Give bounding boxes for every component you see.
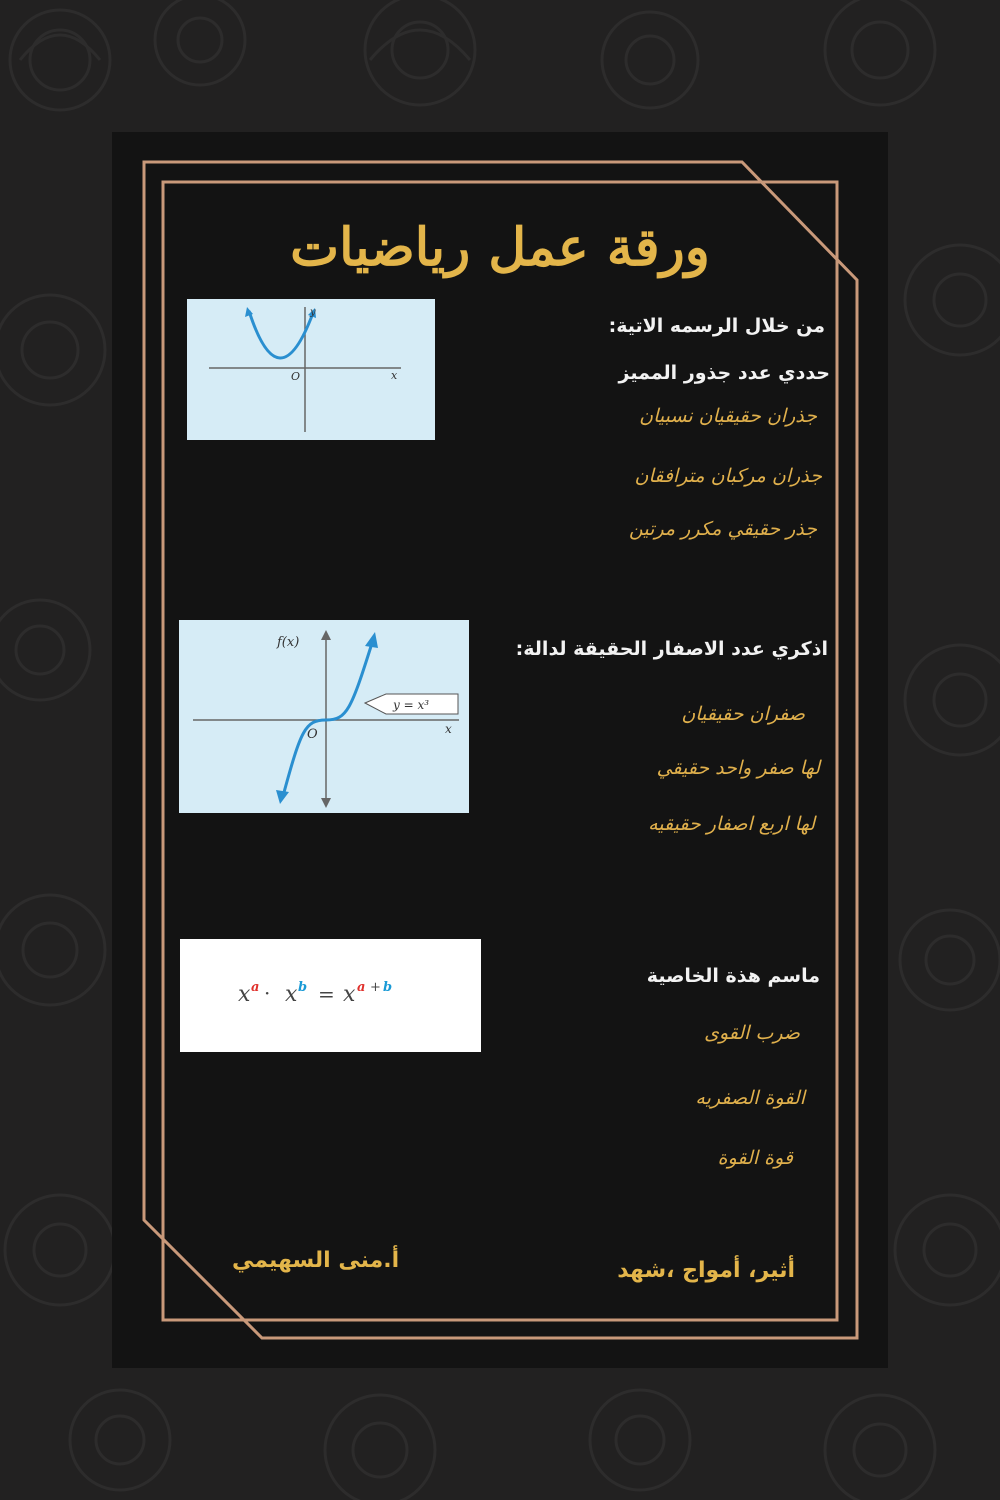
question2-option3[interactable]: لها اربع اصفار حقيقيه bbox=[648, 813, 815, 835]
parabola-curve bbox=[249, 311, 313, 358]
question3-option1[interactable]: ضرب القوى bbox=[704, 1022, 800, 1044]
formula-base-3: x bbox=[343, 982, 356, 1007]
formula-exp-a-1: a bbox=[251, 980, 260, 995]
formula-equals: = bbox=[318, 982, 335, 1006]
y-axis-label: f(x) bbox=[277, 635, 300, 650]
y-axis-down-arrow-icon bbox=[321, 798, 331, 808]
question3-line1: ماسم هذة الخاصية bbox=[646, 965, 820, 987]
origin-label: O bbox=[307, 727, 318, 742]
cubic-graph bbox=[179, 620, 469, 813]
curve-label: y = x³ bbox=[393, 698, 430, 712]
page-title: ورقة عمل رياضيات bbox=[290, 217, 710, 278]
question2-option2[interactable]: لها صفر واحد حقيقي bbox=[656, 757, 820, 779]
teacher-name: أ.منى السهيمي bbox=[232, 1248, 400, 1273]
question2-line1: اذكري عدد الاصفار الحقيقة لدالة: bbox=[515, 638, 828, 660]
question1-option2[interactable]: جذران مركبان مترافقان bbox=[634, 465, 822, 487]
curve-top-arrow-icon bbox=[365, 632, 378, 648]
formula-base-2: x bbox=[285, 982, 298, 1007]
formula-plus: + bbox=[370, 980, 381, 995]
question1-line2: حددي عدد جذور المميز bbox=[618, 362, 830, 384]
cubic-curve bbox=[283, 640, 373, 796]
question3-option2[interactable]: القوة الصفريه bbox=[695, 1087, 805, 1109]
question1-option1[interactable]: جذران حقيقيان نسبيان bbox=[639, 405, 817, 427]
curve-bottom-arrow-icon bbox=[276, 790, 289, 804]
formula-exp-b-1: b bbox=[298, 980, 308, 995]
students-names: أثير، أمواج ،شهد bbox=[617, 1258, 795, 1283]
parabola-graph bbox=[187, 299, 435, 440]
question3-option3[interactable]: قوة القوة bbox=[717, 1147, 793, 1169]
y-axis-up-arrow-icon bbox=[321, 630, 331, 640]
formula-base-1: x bbox=[238, 982, 251, 1007]
exponent-formula-card bbox=[180, 939, 481, 1052]
x-axis-label: x bbox=[391, 369, 398, 382]
formula-dot: · bbox=[264, 981, 271, 1005]
question1-line1: من خلال الرسمه الاتية: bbox=[608, 315, 825, 337]
y-axis-label: y bbox=[310, 307, 316, 318]
question1-option3[interactable]: جذر حقيقي مكرر مرتين bbox=[628, 518, 817, 540]
origin-label: O bbox=[291, 370, 301, 383]
x-axis-label: x bbox=[445, 722, 452, 736]
question2-option1[interactable]: صفران حقيقيان bbox=[681, 703, 805, 725]
formula-exp-a-2: a bbox=[357, 980, 366, 995]
formula-exp-b-2: b bbox=[383, 980, 393, 995]
